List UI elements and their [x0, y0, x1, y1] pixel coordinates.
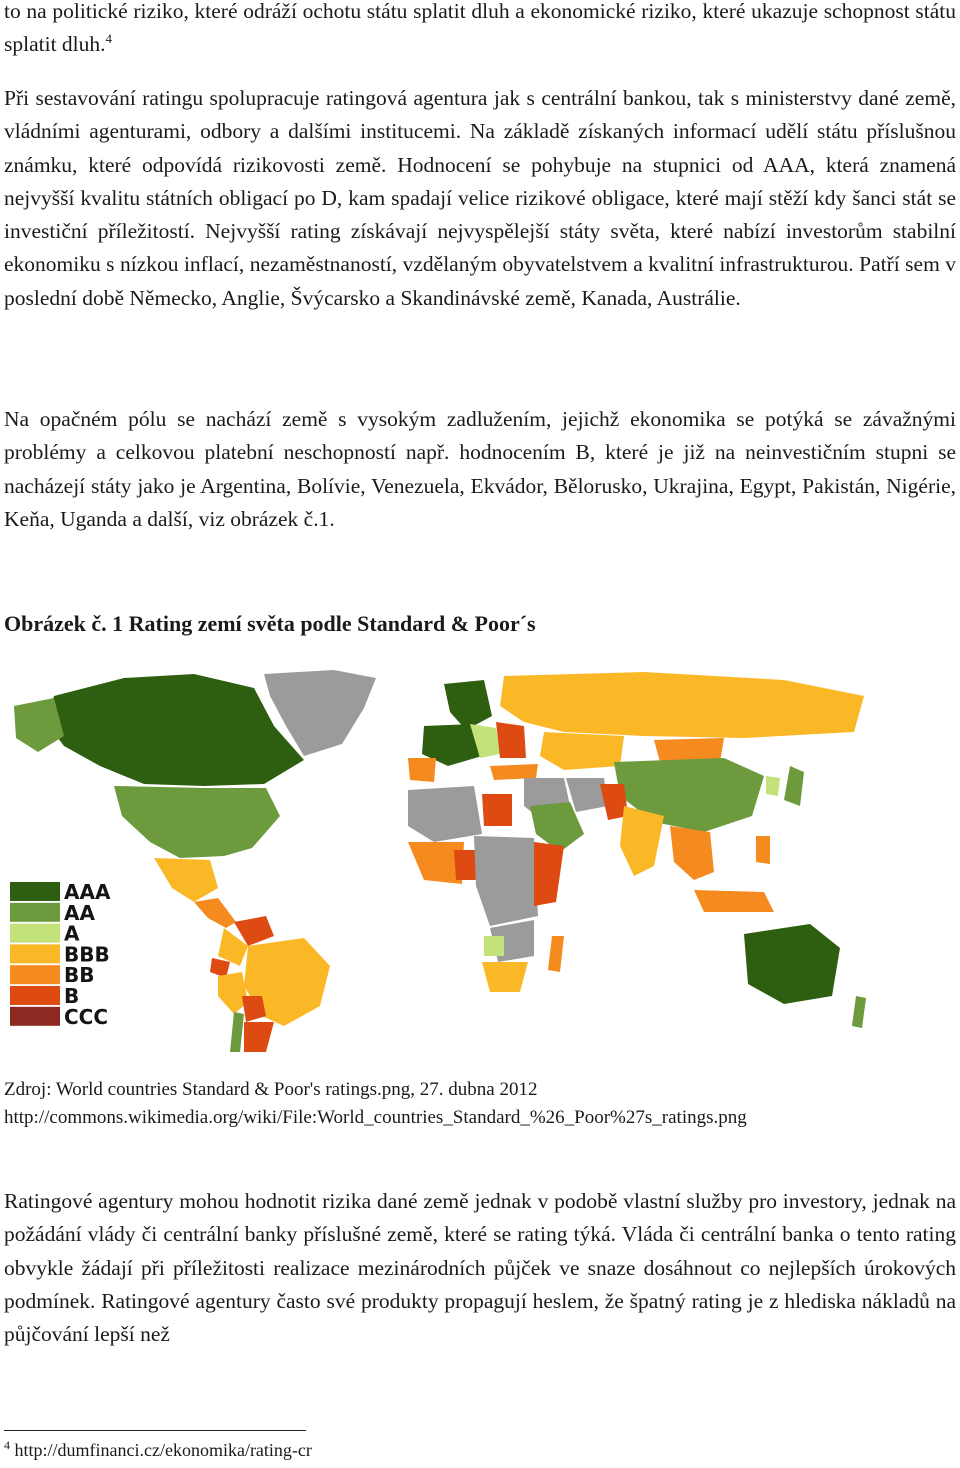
figure-source — [4, 1076, 747, 1132]
footnote — [4, 1440, 312, 1461]
map-indonesia — [694, 890, 774, 912]
source-url[interactable]: http://commons.wikimedia.org/wiki/File:World_countries_Standard_%26_Poor%27s_ratings.png — [4, 1107, 747, 1128]
footnote-ref[interactable]: 4 — [105, 31, 113, 47]
legend-label-aaa: AAA — [64, 880, 111, 904]
paragraph-rating-agencies: Ratingové agentury mohou hodnotit rizika dané země jednak v podobě vlastní služby pro investory, jednak na požádání vlády či centrální banky příslušné země, které se rating týká. Vláda či centrální banka o tento rating obvykle žádají při příležitosti realizace mezinárodních půjček ve snaze dosáhnout co nejlepších úrokových podmínek. Ratingové agentury často své produkty propagují heslem, že špatný rating je z hlediska nákladů na půjčování lepší než — [4, 1189, 956, 1347]
legend-swatch-ccc — [10, 1007, 60, 1026]
map-iberia — [408, 758, 436, 782]
legend-swatch-a — [10, 924, 60, 943]
legend-label-aa: AA — [64, 900, 95, 925]
map-eastern-europe — [496, 722, 526, 758]
paragraph-rating-process: Při sestavování ratingu spolupracuje ratingová agentura jak s centrální bankou, tak s ministerstvy dané země, vládními agenturami, odbory a dalšími institucemi. Na základě získaných informací udělí státu příslušnou známku, které odpovídá rizikovosti země. Hodnocení se pohybuje na stupnici od AAA, která znamená nejvyšší kvalitu státních obligací po D, kam spadají velice rizikové obligace, které mají stěží kdy šanci stát se investiční příležitostí. Nejvyšší rating získávají nejvyspělejší státy světa, které nabízí investorům stabilní ekonomiku s nízkou inflací, nezaměstnaností, vzdělaným obyvatelstvem a kvalitní infrastrukturou. Patří sem v poslední době Německo, Anglie, Švýcarsko a Skandinávské země, Kanada, Austrálie. — [4, 86, 956, 310]
map-philippines — [756, 836, 770, 864]
legend-swatch-aa — [10, 903, 60, 922]
figure-heading: Obrázek č. 1 Rating zemí světa podle Standard & Poor´s — [4, 611, 536, 636]
map-egypt — [482, 794, 512, 826]
map-korea — [766, 776, 780, 796]
footnote-divider — [4, 1430, 306, 1431]
legend-label-a: A — [64, 921, 80, 946]
map-turkey — [490, 764, 538, 780]
footnote-url[interactable]: http://dumfinanci.cz/ekonomika/rating-cr — [14, 1440, 312, 1460]
legend-swatch-b — [10, 986, 60, 1005]
legend-label-b: B — [64, 984, 80, 1008]
paragraph-intro: to na politické riziko, které odráží ochotu státu splatit dluh a ekonomické riziko, které ukazuje schopnost státu splatit dluh.$^4$ — [4, 0, 956, 57]
legend-swatch-aaa — [10, 882, 60, 901]
map-south-africa — [482, 962, 528, 992]
legend-label-bb: BB — [64, 963, 95, 988]
legend-swatch-bb — [10, 965, 60, 984]
legend-swatch-bbb — [10, 944, 60, 963]
footnote-number: 4 — [4, 1438, 10, 1452]
paragraph-low-rating: Na opačném pólu se nachází země s vysokým zadlužením, jejichž ekonomika se potýká se závažnými problémy a celkovou platební neschopností např. hodnocením B, které je již na neinvestičním stupni se nacházejí státy jako je Argentina, Bolívie, Venezuela, Ekvádor, Bělorusko, Ukrajina, Egypt, Pakistán, Nigérie, Keňa, Uganda a další, viz obrázek č.1. — [4, 407, 956, 531]
map-botswana — [484, 936, 504, 956]
legend-label-bbb: BBB — [64, 942, 110, 967]
legend-label-ccc: CCC — [64, 1004, 109, 1029]
world-rating-map — [4, 666, 876, 1052]
source-citation: Zdroj: World countries Standard & Poor's ratings.png, 27. dubna 2012 — [4, 1079, 538, 1100]
